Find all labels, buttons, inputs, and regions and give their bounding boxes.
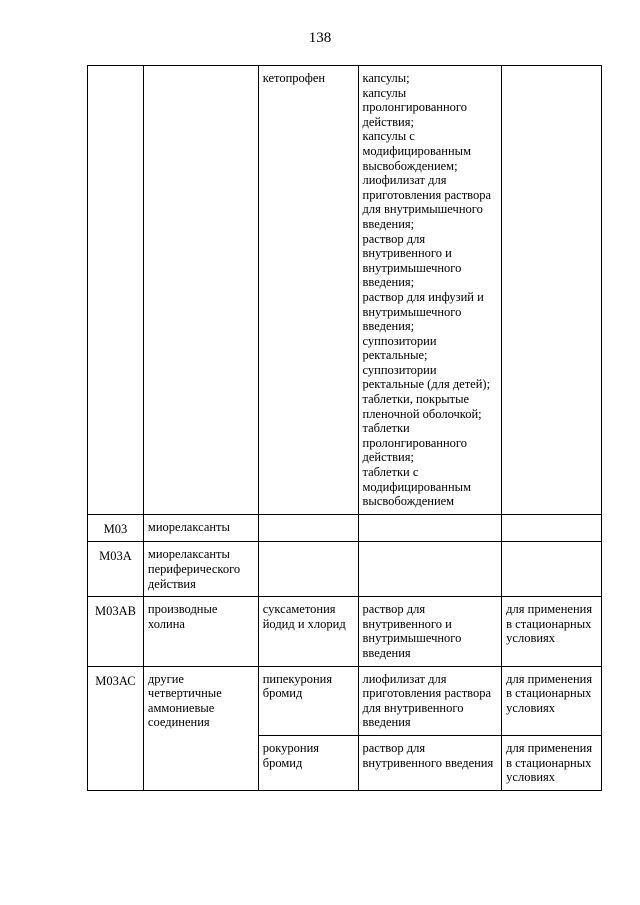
drug-name-cell: кетопрофен (258, 66, 358, 515)
table-row (88, 514, 602, 542)
drug-name-cell (258, 542, 358, 597)
table-row (88, 666, 602, 735)
note-cell: для применения в стационарных условиях (502, 597, 602, 666)
note-cell: для применения в стационарных условиях (502, 735, 602, 790)
atc-code-cell: М03 (88, 514, 144, 542)
table-row (88, 542, 602, 597)
dosage-forms-cell (358, 542, 502, 597)
drug-list-table (87, 65, 602, 791)
dosage-forms-cell: раствор для внутривенного и внутримышечного введения (358, 597, 502, 666)
atc-code-cell: М03АВ (88, 597, 144, 666)
atc-code-cell: М03А (88, 542, 144, 597)
dosage-forms-cell: раствор для внутривенного введения (358, 735, 502, 790)
page-number: 138 (308, 30, 332, 46)
drug-name-cell: пипекурония бромид (258, 666, 358, 735)
table-row (88, 597, 602, 666)
note-cell (502, 542, 602, 597)
drug-name-cell: рокурония бромид (258, 735, 358, 790)
atc-code-cell (88, 66, 144, 515)
group-cell: миорелаксанты периферического действия (143, 542, 258, 597)
atc-code-cell: М03АС (88, 666, 144, 790)
group-cell (143, 66, 258, 515)
note-cell (502, 66, 602, 515)
drug-name-cell (258, 514, 358, 542)
group-cell: миорелаксанты (143, 514, 258, 542)
group-cell: другие четвертичные аммониевые соединения (143, 666, 258, 790)
group-cell: производные холина (143, 597, 258, 666)
dosage-forms-cell: лиофилизат для приготовления раствора для внутривенного введения (358, 666, 502, 735)
dosage-forms-cell (358, 514, 502, 542)
dosage-forms-cell: капсулы; капсулы пролонгированного действия; капсулы с модифицированным высвобождением; лиофилизат для приготовления раствора для внутримышечного введения; раствор для внутривенного и внутримышечного введения; раствор для инфузий и внутримышечного введения; суппозитории ректальные; суппозитории ректальные (для детей); таблетки, покрытые пленочной оболочкой; таблетки пролонгированного действия; таблетки с модифицированным высвобождением (358, 66, 502, 515)
note-cell: для применения в стационарных условиях (502, 666, 602, 735)
table-row (88, 66, 602, 515)
drug-name-cell: суксаметония йодид и хлорид (258, 597, 358, 666)
note-cell (502, 514, 602, 542)
